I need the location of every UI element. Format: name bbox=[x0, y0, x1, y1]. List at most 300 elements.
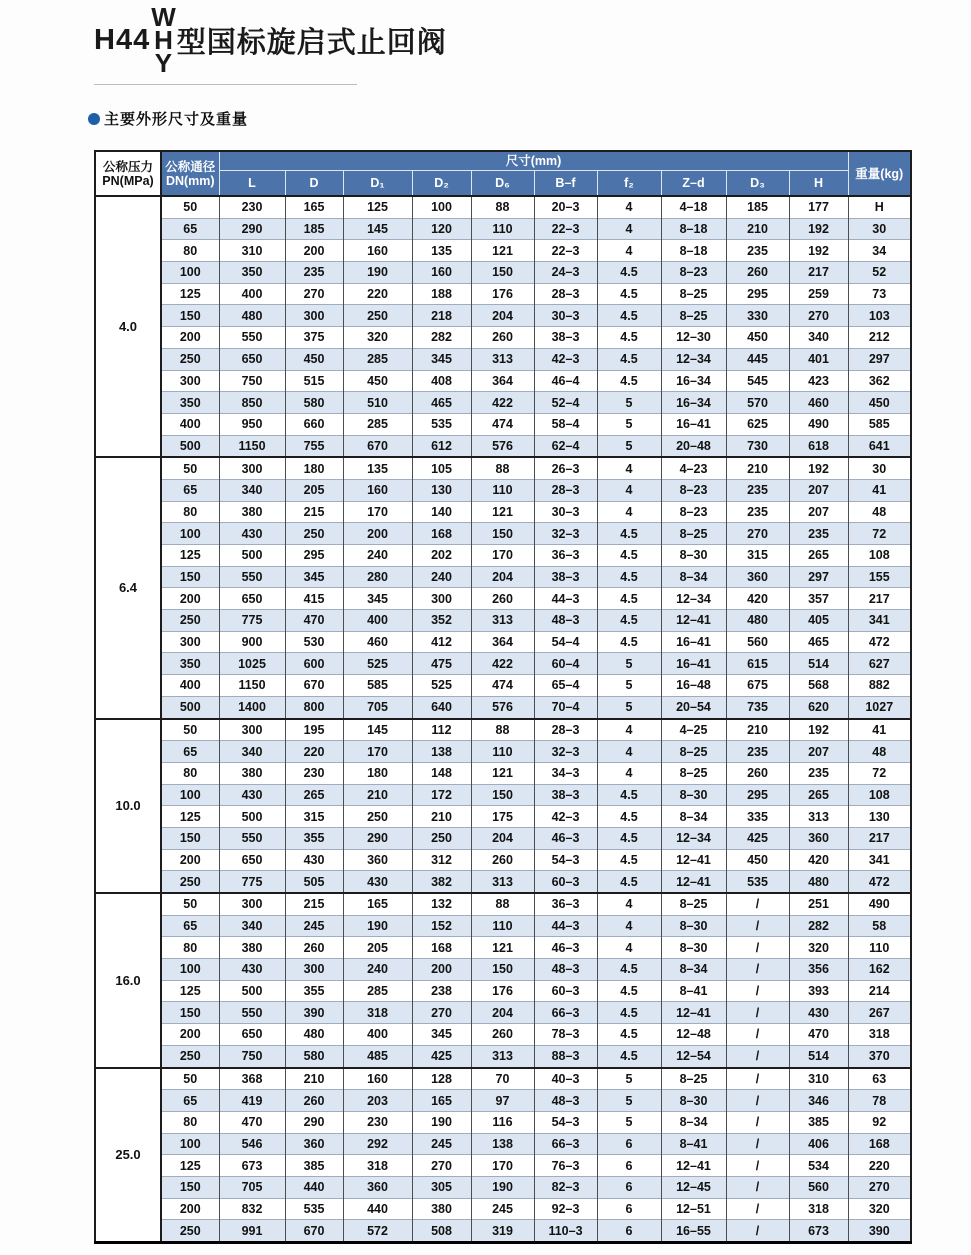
table-cell: 82–3 bbox=[534, 1176, 597, 1198]
table-cell: 315 bbox=[726, 545, 789, 567]
table-row bbox=[95, 327, 911, 349]
table-cell: 612 bbox=[412, 435, 471, 457]
table-cell: 430 bbox=[789, 1002, 848, 1024]
table-cell: 110 bbox=[471, 218, 534, 240]
table-cell: 364 bbox=[471, 631, 534, 653]
table-cell: 16–34 bbox=[661, 370, 726, 392]
table-cell: 180 bbox=[343, 762, 412, 784]
table-cell: 220 bbox=[343, 283, 412, 305]
table-cell: 318 bbox=[343, 1002, 412, 1024]
table-row bbox=[95, 1090, 911, 1112]
table-cell: 305 bbox=[412, 1176, 471, 1198]
header-dim-L: L bbox=[219, 171, 285, 197]
table-cell: 4 bbox=[597, 196, 661, 218]
table-cell: 130 bbox=[412, 479, 471, 501]
table-cell: 240 bbox=[343, 545, 412, 567]
table-cell: 4–23 bbox=[661, 457, 726, 479]
table-cell: 125 bbox=[161, 283, 219, 305]
table-row bbox=[95, 1045, 911, 1067]
table-cell: 500 bbox=[219, 545, 285, 567]
table-cell: 4.5 bbox=[597, 849, 661, 871]
table-cell: 270 bbox=[412, 1155, 471, 1177]
table-cell: 46–4 bbox=[534, 370, 597, 392]
table-cell: 12–41 bbox=[661, 610, 726, 632]
table-row bbox=[95, 457, 911, 479]
table-cell: 290 bbox=[343, 827, 412, 849]
table-cell: 6 bbox=[597, 1176, 661, 1198]
table-cell: 5 bbox=[597, 1090, 661, 1112]
table-cell: 30 bbox=[848, 457, 911, 479]
table-cell: 470 bbox=[219, 1111, 285, 1133]
table-cell: 313 bbox=[471, 610, 534, 632]
table-cell: 4 bbox=[597, 937, 661, 959]
table-cell: 260 bbox=[471, 849, 534, 871]
header-dim-D1: D₁ bbox=[343, 171, 412, 197]
table-cell: 315 bbox=[285, 806, 343, 828]
table-cell: 460 bbox=[343, 631, 412, 653]
table-cell: 341 bbox=[848, 849, 911, 871]
table-cell: 450 bbox=[726, 327, 789, 349]
table-cell: 8–34 bbox=[661, 959, 726, 981]
header-pressure-title: 公称压力 bbox=[102, 159, 153, 174]
dimensions-table bbox=[94, 150, 912, 1244]
table-row bbox=[95, 631, 911, 653]
table-row bbox=[95, 741, 911, 763]
table-cell: 160 bbox=[343, 240, 412, 262]
table-cell: 8–23 bbox=[661, 501, 726, 523]
table-cell: 22–3 bbox=[534, 218, 597, 240]
table-cell: 135 bbox=[343, 457, 412, 479]
table-cell: 235 bbox=[285, 262, 343, 284]
table-cell: 300 bbox=[285, 305, 343, 327]
table-cell: 4 bbox=[597, 479, 661, 501]
table-cell: 400 bbox=[343, 610, 412, 632]
table-cell: 210 bbox=[412, 806, 471, 828]
table-cell: 627 bbox=[848, 653, 911, 675]
table-cell: 152 bbox=[412, 915, 471, 937]
table-cell: 362 bbox=[848, 370, 911, 392]
table-cell: 4 bbox=[597, 240, 661, 262]
table-cell: 280 bbox=[343, 566, 412, 588]
table-cell: 100 bbox=[161, 784, 219, 806]
table-cell: 4.5 bbox=[597, 631, 661, 653]
table-cell: 250 bbox=[161, 348, 219, 370]
table-cell: 345 bbox=[412, 348, 471, 370]
table-cell: 125 bbox=[161, 1155, 219, 1177]
table-row bbox=[95, 392, 911, 414]
table-cell: 121 bbox=[471, 762, 534, 784]
table-row bbox=[95, 610, 911, 632]
table-row bbox=[95, 566, 911, 588]
table-cell: 318 bbox=[848, 1024, 911, 1046]
table-cell: 570 bbox=[726, 392, 789, 414]
table-cell: 8–30 bbox=[661, 784, 726, 806]
table-cell: 8–30 bbox=[661, 545, 726, 567]
table-cell: 150 bbox=[161, 566, 219, 588]
table-cell: 34–3 bbox=[534, 762, 597, 784]
table-cell: 235 bbox=[726, 501, 789, 523]
table-cell: 162 bbox=[848, 959, 911, 981]
table-cell: 282 bbox=[412, 327, 471, 349]
table-cell: 560 bbox=[726, 631, 789, 653]
table-cell: 270 bbox=[285, 283, 343, 305]
table-cell: 88–3 bbox=[534, 1045, 597, 1067]
table-cell: 472 bbox=[848, 631, 911, 653]
table-cell: 380 bbox=[219, 762, 285, 784]
table-row bbox=[95, 849, 911, 871]
table-cell: 285 bbox=[343, 413, 412, 435]
table-cell: 1400 bbox=[219, 696, 285, 718]
table-cell: 200 bbox=[161, 1024, 219, 1046]
table-cell: 16–41 bbox=[661, 631, 726, 653]
table-cell: 88 bbox=[471, 893, 534, 915]
table-cell: 4 bbox=[597, 218, 661, 240]
table-cell: 650 bbox=[219, 849, 285, 871]
table-cell: 217 bbox=[789, 262, 848, 284]
table-cell: 165 bbox=[412, 1090, 471, 1112]
table-cell: 60–3 bbox=[534, 871, 597, 893]
table-cell: 245 bbox=[285, 915, 343, 937]
table-cell: 508 bbox=[412, 1220, 471, 1243]
table-cell: 4.5 bbox=[597, 784, 661, 806]
table-cell: 285 bbox=[343, 348, 412, 370]
table-cell: 28–3 bbox=[534, 283, 597, 305]
table-cell: 80 bbox=[161, 501, 219, 523]
table-cell: 12–34 bbox=[661, 827, 726, 849]
table-cell: 318 bbox=[789, 1198, 848, 1220]
table-cell: 60–3 bbox=[534, 980, 597, 1002]
table-cell: 265 bbox=[285, 784, 343, 806]
table-cell: 48–3 bbox=[534, 1090, 597, 1112]
table-cell: 235 bbox=[726, 479, 789, 501]
table-row bbox=[95, 413, 911, 435]
table-cell: / bbox=[726, 959, 789, 981]
table-cell: 620 bbox=[789, 696, 848, 718]
table-cell: 48–3 bbox=[534, 610, 597, 632]
table-cell: 150 bbox=[161, 305, 219, 327]
table-cell: 250 bbox=[285, 523, 343, 545]
table-cell: 16–48 bbox=[661, 675, 726, 697]
table-cell: 423 bbox=[789, 370, 848, 392]
table-cell: 260 bbox=[471, 1024, 534, 1046]
table-cell: 5 bbox=[597, 413, 661, 435]
table-cell: 250 bbox=[161, 1220, 219, 1243]
table-cell: 422 bbox=[471, 392, 534, 414]
table-cell: 260 bbox=[285, 937, 343, 959]
header-dn bbox=[161, 151, 219, 196]
table-row bbox=[95, 806, 911, 828]
table-cell: / bbox=[726, 1198, 789, 1220]
table-cell: 217 bbox=[848, 827, 911, 849]
table-cell: 400 bbox=[161, 413, 219, 435]
table-cell: 76–3 bbox=[534, 1155, 597, 1177]
table-cell: 73 bbox=[848, 283, 911, 305]
table-row bbox=[95, 196, 911, 218]
table-cell: / bbox=[726, 1090, 789, 1112]
table-cell: 535 bbox=[412, 413, 471, 435]
table-cell: 550 bbox=[219, 327, 285, 349]
table-cell: 54–4 bbox=[534, 631, 597, 653]
table-cell: 26–3 bbox=[534, 457, 597, 479]
header-dn-unit: DN(mm) bbox=[165, 173, 215, 188]
table-cell: 52–4 bbox=[534, 392, 597, 414]
table-cell: 580 bbox=[285, 1045, 343, 1067]
table-cell: 4 bbox=[597, 741, 661, 763]
table-cell: 474 bbox=[471, 413, 534, 435]
table-cell: 108 bbox=[848, 545, 911, 567]
table-cell: 6 bbox=[597, 1155, 661, 1177]
table-cell: 72 bbox=[848, 523, 911, 545]
table-cell: 950 bbox=[219, 413, 285, 435]
table-cell: 230 bbox=[343, 1111, 412, 1133]
table-cell: 38–3 bbox=[534, 327, 597, 349]
table-cell: 4–25 bbox=[661, 719, 726, 741]
table-cell: 4.5 bbox=[597, 523, 661, 545]
table-cell: 220 bbox=[848, 1155, 911, 1177]
table-cell: 160 bbox=[343, 1068, 412, 1090]
table-cell: 550 bbox=[219, 1002, 285, 1024]
table-cell: 472 bbox=[848, 871, 911, 893]
table-cell: 200 bbox=[285, 240, 343, 262]
table-cell: 204 bbox=[471, 305, 534, 327]
table-row bbox=[95, 435, 911, 457]
table-cell: 670 bbox=[343, 435, 412, 457]
table-cell: 165 bbox=[343, 893, 412, 915]
table-cell: 195 bbox=[285, 719, 343, 741]
table-cell: / bbox=[726, 980, 789, 1002]
table-cell: 510 bbox=[343, 392, 412, 414]
table-cell: 560 bbox=[789, 1176, 848, 1198]
table-cell: 8–18 bbox=[661, 240, 726, 262]
table-cell: 112 bbox=[412, 719, 471, 741]
table-cell: 8–25 bbox=[661, 1068, 726, 1090]
table-cell: 16–41 bbox=[661, 653, 726, 675]
table-row bbox=[95, 980, 911, 1002]
table-row bbox=[95, 784, 911, 806]
table-cell: 160 bbox=[412, 262, 471, 284]
table-cell: 585 bbox=[343, 675, 412, 697]
table-cell: 346 bbox=[789, 1090, 848, 1112]
table-cell: 54–3 bbox=[534, 849, 597, 871]
table-cell: 660 bbox=[285, 413, 343, 435]
table-cell: 8–25 bbox=[661, 762, 726, 784]
table-cell: 530 bbox=[285, 631, 343, 653]
table-cell: 340 bbox=[789, 327, 848, 349]
table-cell: 200 bbox=[161, 1198, 219, 1220]
table-cell: 470 bbox=[789, 1024, 848, 1046]
table-cell: 121 bbox=[471, 937, 534, 959]
table-cell: 12–41 bbox=[661, 849, 726, 871]
table-cell: 250 bbox=[161, 610, 219, 632]
table-cell: 200 bbox=[412, 959, 471, 981]
table-cell: 290 bbox=[219, 218, 285, 240]
table-cell: 4.5 bbox=[597, 283, 661, 305]
table-cell: 78–3 bbox=[534, 1024, 597, 1046]
table-cell: 5 bbox=[597, 675, 661, 697]
table-cell: 177 bbox=[789, 196, 848, 218]
table-cell: 204 bbox=[471, 827, 534, 849]
table-row bbox=[95, 915, 911, 937]
title-letter-h: H bbox=[154, 25, 173, 55]
table-cell: 5 bbox=[597, 1111, 661, 1133]
table-cell: 16–41 bbox=[661, 413, 726, 435]
table-cell: 8–25 bbox=[661, 305, 726, 327]
table-cell: 12–41 bbox=[661, 1155, 726, 1177]
table-row bbox=[95, 1155, 911, 1177]
table-cell: 480 bbox=[789, 871, 848, 893]
table-row bbox=[95, 719, 911, 741]
table-cell: 190 bbox=[471, 1176, 534, 1198]
table-cell: 300 bbox=[161, 631, 219, 653]
table-cell: 4 bbox=[597, 893, 661, 915]
table-cell: 235 bbox=[789, 523, 848, 545]
table-cell: 200 bbox=[161, 588, 219, 610]
table-cell: 40–3 bbox=[534, 1068, 597, 1090]
table-cell: 92–3 bbox=[534, 1198, 597, 1220]
table-cell: 218 bbox=[412, 305, 471, 327]
table-cell: 24–3 bbox=[534, 262, 597, 284]
table-cell: 8–25 bbox=[661, 741, 726, 763]
table-cell: 170 bbox=[471, 1155, 534, 1177]
table-row bbox=[95, 675, 911, 697]
table-cell: 250 bbox=[161, 871, 219, 893]
table-row bbox=[95, 762, 911, 784]
table-cell: 175 bbox=[471, 806, 534, 828]
table-cell: 105 bbox=[412, 457, 471, 479]
table-cell: 215 bbox=[285, 501, 343, 523]
table-cell: 97 bbox=[471, 1090, 534, 1112]
table-cell: 360 bbox=[343, 849, 412, 871]
table-cell: 116 bbox=[471, 1111, 534, 1133]
table-cell: / bbox=[726, 1068, 789, 1090]
table-cell: 390 bbox=[285, 1002, 343, 1024]
table-row bbox=[95, 1220, 911, 1243]
table-cell: 4.5 bbox=[597, 1002, 661, 1024]
table-cell: 390 bbox=[848, 1220, 911, 1243]
table-row bbox=[95, 937, 911, 959]
table-cell: 207 bbox=[789, 741, 848, 763]
table-cell: 430 bbox=[285, 849, 343, 871]
table-cell: 80 bbox=[161, 762, 219, 784]
table-cell: 475 bbox=[412, 653, 471, 675]
table-cell: 63 bbox=[848, 1068, 911, 1090]
table-cell: 170 bbox=[471, 545, 534, 567]
table-cell: 12–48 bbox=[661, 1024, 726, 1046]
table-cell: 103 bbox=[848, 305, 911, 327]
table-cell: 385 bbox=[789, 1111, 848, 1133]
table-cell: 125 bbox=[343, 196, 412, 218]
table-cell: 4 bbox=[597, 457, 661, 479]
table-cell: 340 bbox=[219, 915, 285, 937]
table-cell: 65 bbox=[161, 1090, 219, 1112]
table-cell: 750 bbox=[219, 1045, 285, 1067]
table-cell: 370 bbox=[848, 1045, 911, 1067]
table-cell: 450 bbox=[343, 370, 412, 392]
table-row bbox=[95, 305, 911, 327]
table-row bbox=[95, 696, 911, 718]
table-cell: 80 bbox=[161, 1111, 219, 1133]
table-cell: / bbox=[726, 1045, 789, 1067]
table-cell: 150 bbox=[471, 523, 534, 545]
table-cell: 368 bbox=[219, 1068, 285, 1090]
table-cell: 160 bbox=[343, 479, 412, 501]
table-cell: 670 bbox=[285, 675, 343, 697]
table-cell: 50 bbox=[161, 719, 219, 741]
table-cell: 430 bbox=[219, 959, 285, 981]
table-row bbox=[95, 501, 911, 523]
table-cell: 465 bbox=[789, 631, 848, 653]
table-cell: 28–3 bbox=[534, 719, 597, 741]
table-cell: 319 bbox=[471, 1220, 534, 1243]
table-cell: 4.5 bbox=[597, 871, 661, 893]
table-cell: 20–3 bbox=[534, 196, 597, 218]
table-cell: 260 bbox=[471, 327, 534, 349]
table-cell: 650 bbox=[219, 588, 285, 610]
table-cell: 320 bbox=[789, 937, 848, 959]
table-cell: 335 bbox=[726, 806, 789, 828]
table-cell: 8–30 bbox=[661, 915, 726, 937]
table-cell: 260 bbox=[726, 262, 789, 284]
table-cell: 172 bbox=[412, 784, 471, 806]
table-cell: 16–34 bbox=[661, 392, 726, 414]
table-row bbox=[95, 827, 911, 849]
table-cell: 618 bbox=[789, 435, 848, 457]
table-cell: 991 bbox=[219, 1220, 285, 1243]
table-cell: 168 bbox=[848, 1133, 911, 1155]
table-cell: 88 bbox=[471, 457, 534, 479]
table-cell: 100 bbox=[161, 523, 219, 545]
table-cell: 22–3 bbox=[534, 240, 597, 262]
table-cell: 41 bbox=[848, 719, 911, 741]
table-cell: 138 bbox=[412, 741, 471, 763]
table-cell: 535 bbox=[726, 871, 789, 893]
table-row bbox=[95, 1176, 911, 1198]
header-dim-D3: D₃ bbox=[726, 171, 789, 197]
title-letter-y: Y bbox=[154, 48, 173, 78]
table-cell: 550 bbox=[219, 566, 285, 588]
table-cell: 50 bbox=[161, 1068, 219, 1090]
table-cell: 205 bbox=[343, 937, 412, 959]
table-cell: 313 bbox=[471, 871, 534, 893]
table-cell: 128 bbox=[412, 1068, 471, 1090]
table-cell: 355 bbox=[285, 980, 343, 1002]
table-cell: 730 bbox=[726, 435, 789, 457]
table-cell: 65 bbox=[161, 479, 219, 501]
table-cell: 41 bbox=[848, 479, 911, 501]
table-cell: 535 bbox=[285, 1198, 343, 1220]
table-row bbox=[95, 871, 911, 893]
table-row bbox=[95, 653, 911, 675]
table-cell: 176 bbox=[471, 980, 534, 1002]
table-cell: 375 bbox=[285, 327, 343, 349]
table-cell: 775 bbox=[219, 871, 285, 893]
table-cell: 320 bbox=[848, 1198, 911, 1220]
table-cell: 360 bbox=[789, 827, 848, 849]
table-cell: 110 bbox=[848, 937, 911, 959]
table-cell: 800 bbox=[285, 696, 343, 718]
table-cell: 265 bbox=[789, 784, 848, 806]
table-cell: 318 bbox=[343, 1155, 412, 1177]
table-cell: 440 bbox=[285, 1176, 343, 1198]
table-cell: 393 bbox=[789, 980, 848, 1002]
table-cell: 180 bbox=[285, 457, 343, 479]
table-cell: 5 bbox=[597, 1068, 661, 1090]
table-cell: 705 bbox=[343, 696, 412, 718]
table-cell: 297 bbox=[848, 348, 911, 370]
table-cell: 30–3 bbox=[534, 305, 597, 327]
table-cell: 108 bbox=[848, 784, 911, 806]
table-cell: 100 bbox=[412, 196, 471, 218]
